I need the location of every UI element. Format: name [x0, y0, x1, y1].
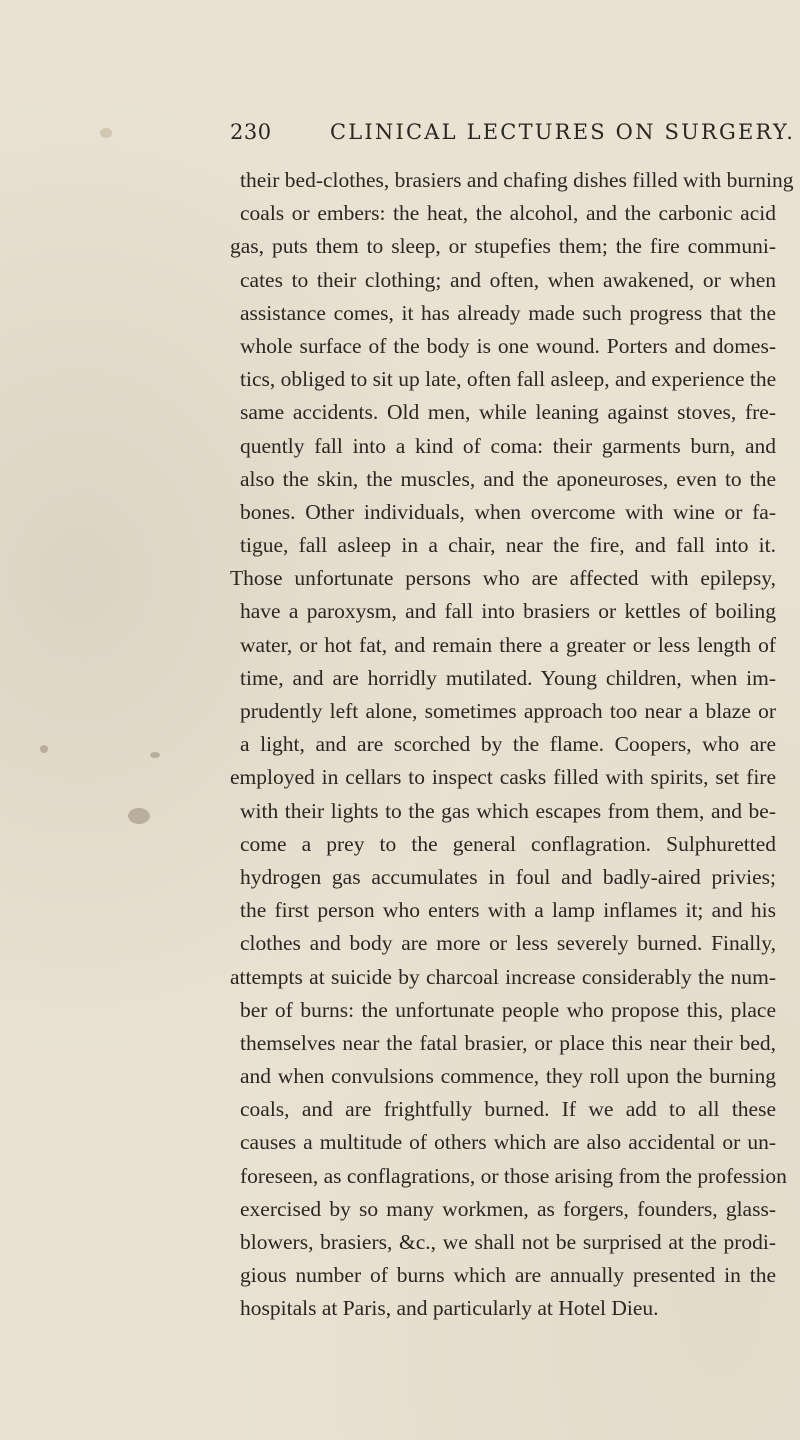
page-header [230, 120, 796, 150]
text-line: and when convulsions commence, they roll upon the burning [240, 1064, 776, 1089]
text-line: foreseen, as conflagrations, or those arising from the profession [240, 1163, 787, 1188]
text-line: attempts at suicide by charcoal increase considerably the num- [230, 964, 776, 989]
running-title: CLINICAL LECTURES ON SURGERY. [330, 120, 796, 144]
text-line: blowers, brasiers, &c., we shall not be surprised at the prodi- [240, 1230, 776, 1254]
text-line: same accidents. Old men, while leaning against stoves, fre- [240, 400, 776, 425]
text-line: exercised by so many workmen, as forgers, founders, glass- [240, 1196, 776, 1221]
ink-smudge-2 [40, 745, 48, 753]
text-line: have a paroxysm, and fall into brasiers or kettles of boiling [240, 599, 776, 624]
text-line: cates to their clothing; and often, when awakened, or when [240, 267, 776, 292]
text-line: tics, obliged to sit up late, often fall asleep, and experience the [240, 367, 777, 392]
ink-smudge-1 [128, 808, 150, 824]
text-line: Those unfortunate persons who are affected with epilepsy, [230, 566, 776, 591]
text-line: with their lights to the gas which escapes from them, and be- [240, 798, 776, 823]
text-line: hospitals at Paris, and particularly at Hotel Dieu. [240, 1296, 659, 1321]
text-line: their bed-clothes, brasiers and chafing dishes filled with burning [240, 168, 794, 192]
page-number: 230 [230, 120, 272, 144]
text-line: coals or embers: the heat, the alcohol, and the carbonic acid [240, 201, 776, 226]
body-text [230, 164, 794, 1326]
text-line: themselves near the fatal brasier, or place this near their bed, [240, 1030, 776, 1055]
text-line: the first person who enters with a lamp inflames it; and his [240, 898, 776, 923]
text-line: hydrogen gas accumulates in foul and badly-aired privies; [240, 864, 776, 889]
text-line: employed in cellars to inspect casks filled with spirits, set fire [230, 765, 776, 790]
ink-smudge-4 [100, 128, 112, 138]
text-line: water, or hot fat, and remain there a greater or less length of [240, 632, 776, 657]
text-line: coals, and are frightfully burned. If we add to all these [240, 1097, 776, 1122]
text-line: a light, and are scorched by the flame. Coopers, who are [240, 732, 776, 757]
text-line: causes a multitude of others which are also accidental or un- [240, 1130, 776, 1155]
text-line: time, and are horridly mutilated. Young children, when im- [240, 665, 776, 690]
ink-smudge-3 [150, 752, 160, 758]
text-line: quently fall into a kind of coma: their garments burn, and [240, 433, 776, 458]
text-line: also the skin, the muscles, and the aponeuroses, even to the [240, 466, 776, 491]
text-line: assistance comes, it has already made such progress that the [240, 300, 776, 325]
text-line: gas, puts them to sleep, or stupefies them; the fire communi- [230, 234, 776, 259]
text-line: tigue, fall asleep in a chair, near the fire, and fall into it. [240, 533, 776, 558]
text-line: gious number of burns which are annually presented in the [240, 1263, 776, 1288]
text-line: ber of burns: the unfortunate people who propose this, place [240, 997, 776, 1022]
text-line: prudently left alone, sometimes approach too near a blaze or [240, 699, 776, 723]
text-line: whole surface of the body is one wound. Porters and domes- [240, 333, 776, 358]
text-line: clothes and body are more or less severely burned. Finally, [240, 931, 776, 956]
text-line: bones. Other individuals, when overcome with wine or fa- [240, 499, 776, 524]
text-line: come a prey to the general conflagration. Sulphuretted [240, 831, 776, 856]
